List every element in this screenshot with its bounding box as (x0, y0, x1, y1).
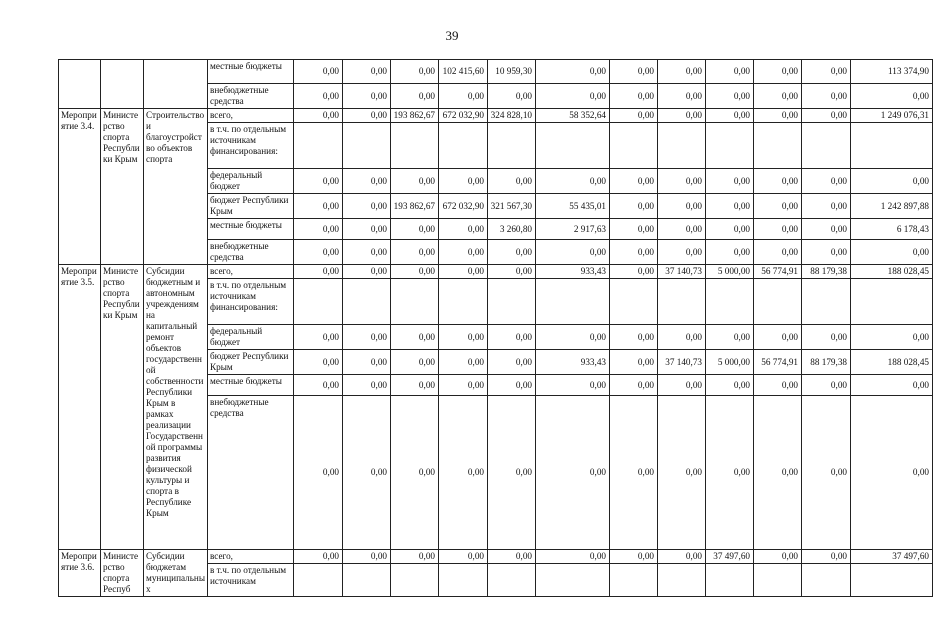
value-cell (343, 123, 391, 169)
measure-name: Мероприятие 3.6. (59, 550, 101, 597)
value-cell: 0,00 (536, 240, 610, 265)
value-cell: 0,00 (294, 265, 343, 279)
value-cell: 0,00 (391, 265, 439, 279)
value-cell: 0,00 (488, 396, 536, 550)
value-cell: 0,00 (294, 194, 343, 219)
value-cell (391, 279, 439, 325)
value-cell (439, 279, 488, 325)
value-cell: 0,00 (343, 375, 391, 396)
value-cell: 0,00 (802, 375, 851, 396)
value-cell: 1 242 897,88 (851, 194, 933, 219)
value-cell: 0,00 (343, 109, 391, 123)
value-cell: 0,00 (802, 109, 851, 123)
funding-table (58, 59, 933, 597)
value-cell: 0,00 (802, 240, 851, 265)
value-cell: 113 374,90 (851, 60, 933, 84)
value-cell: 0,00 (439, 265, 488, 279)
value-cell: 0,00 (802, 169, 851, 194)
value-cell (294, 564, 343, 597)
table-row (59, 109, 933, 123)
value-cell (851, 123, 933, 169)
value-cell: 0,00 (391, 60, 439, 84)
source-cell: федеральный бюджет (208, 169, 294, 194)
source-cell: внебюджетные средства (208, 396, 294, 550)
value-cell: 0,00 (343, 194, 391, 219)
value-cell: 0,00 (391, 350, 439, 375)
table-row (59, 265, 933, 279)
value-cell: 0,00 (488, 375, 536, 396)
value-cell: 0,00 (488, 84, 536, 109)
value-cell: 0,00 (802, 396, 851, 550)
value-cell: 0,00 (391, 219, 439, 240)
measure-name: Мероприятие 3.4. (59, 109, 101, 265)
value-cell: 0,00 (754, 396, 802, 550)
value-cell: 188 028,45 (851, 265, 933, 279)
value-cell: 0,00 (658, 325, 706, 350)
value-cell: 0,00 (706, 375, 754, 396)
measure-title: Субсидии бюджетам муниципальных (144, 550, 208, 597)
value-cell: 56 774,91 (754, 265, 802, 279)
value-cell: 0,00 (294, 350, 343, 375)
value-cell: 0,00 (343, 219, 391, 240)
value-cell: 0,00 (658, 194, 706, 219)
value-cell (610, 564, 658, 597)
value-cell: 0,00 (610, 375, 658, 396)
source-cell: бюджет Республики Крым (208, 194, 294, 219)
value-cell: 0,00 (343, 240, 391, 265)
source-cell: в т.ч. по отдельным источникам финансирования: (208, 279, 294, 325)
measure-name: Мероприятие 3.5. (59, 265, 101, 550)
value-cell: 0,00 (488, 240, 536, 265)
value-cell: 0,00 (658, 396, 706, 550)
value-cell (343, 564, 391, 597)
value-cell: 0,00 (439, 375, 488, 396)
value-cell: 0,00 (802, 219, 851, 240)
value-cell: 188 028,45 (851, 350, 933, 375)
value-cell: 0,00 (706, 396, 754, 550)
measure-title: Строительство и благоустройство объектов спорта (144, 109, 208, 265)
value-cell (802, 123, 851, 169)
value-cell: 0,00 (610, 550, 658, 564)
value-cell: 0,00 (294, 375, 343, 396)
value-cell: 0,00 (294, 550, 343, 564)
value-cell: 88 179,38 (802, 350, 851, 375)
value-cell (391, 123, 439, 169)
value-cell: 0,00 (754, 84, 802, 109)
value-cell: 0,00 (802, 550, 851, 564)
value-cell: 0,00 (610, 194, 658, 219)
value-cell: 0,00 (488, 325, 536, 350)
value-cell (706, 279, 754, 325)
value-cell: 6 178,43 (851, 219, 933, 240)
value-cell (754, 123, 802, 169)
value-cell: 0,00 (536, 325, 610, 350)
value-cell (488, 564, 536, 597)
value-cell: 0,00 (851, 396, 933, 550)
value-cell: 0,00 (754, 194, 802, 219)
value-cell: 0,00 (706, 194, 754, 219)
value-cell: 0,00 (610, 60, 658, 84)
value-cell (610, 279, 658, 325)
value-cell: 0,00 (851, 375, 933, 396)
value-cell: 0,00 (439, 169, 488, 194)
value-cell (610, 123, 658, 169)
value-cell: 0,00 (488, 265, 536, 279)
value-cell (391, 564, 439, 597)
value-cell: 0,00 (851, 169, 933, 194)
source-cell: местные бюджеты (208, 219, 294, 240)
value-cell: 0,00 (536, 169, 610, 194)
value-cell (488, 123, 536, 169)
source-cell: внебюджетные средства (208, 84, 294, 109)
value-cell: 0,00 (391, 84, 439, 109)
value-cell: 10 959,30 (488, 60, 536, 84)
value-cell: 0,00 (802, 325, 851, 350)
value-cell: 0,00 (294, 240, 343, 265)
value-cell: 37 497,60 (706, 550, 754, 564)
value-cell: 0,00 (754, 60, 802, 84)
value-cell: 0,00 (754, 219, 802, 240)
value-cell: 0,00 (610, 350, 658, 375)
value-cell (536, 279, 610, 325)
value-cell: 58 352,64 (536, 109, 610, 123)
value-cell: 0,00 (754, 109, 802, 123)
value-cell: 55 435,01 (536, 194, 610, 219)
value-cell: 0,00 (610, 265, 658, 279)
value-cell: 0,00 (802, 194, 851, 219)
executor: Министерство спорта Респуб (101, 550, 144, 597)
value-cell: 0,00 (754, 325, 802, 350)
value-cell: 0,00 (294, 60, 343, 84)
source-cell: в т.ч. по отдельным источникам (208, 564, 294, 597)
value-cell: 0,00 (391, 396, 439, 550)
source-cell: всего, (208, 550, 294, 564)
value-cell (536, 564, 610, 597)
value-cell: 0,00 (343, 265, 391, 279)
value-cell: 0,00 (439, 350, 488, 375)
value-cell: 102 415,60 (439, 60, 488, 84)
value-cell: 0,00 (851, 240, 933, 265)
value-cell: 0,00 (294, 325, 343, 350)
value-cell: 0,00 (658, 60, 706, 84)
value-cell: 0,00 (658, 240, 706, 265)
executor: Министерство спорта Республики Крым (101, 109, 144, 265)
value-cell: 0,00 (536, 60, 610, 84)
title-cell (144, 60, 208, 109)
value-cell: 0,00 (536, 396, 610, 550)
value-cell: 5 000,00 (706, 350, 754, 375)
value-cell: 0,00 (754, 240, 802, 265)
source-cell: местные бюджеты (208, 375, 294, 396)
value-cell: 0,00 (439, 219, 488, 240)
value-cell (658, 123, 706, 169)
value-cell (802, 279, 851, 325)
value-cell (802, 564, 851, 597)
value-cell: 672 032,90 (439, 109, 488, 123)
executor: Министерство спорта Республики Крым (101, 265, 144, 550)
value-cell: 0,00 (754, 550, 802, 564)
value-cell: 0,00 (294, 169, 343, 194)
value-cell: 0,00 (658, 375, 706, 396)
value-cell: 0,00 (754, 169, 802, 194)
value-cell: 0,00 (851, 325, 933, 350)
value-cell: 0,00 (802, 60, 851, 84)
value-cell (754, 279, 802, 325)
value-cell: 37 140,73 (658, 265, 706, 279)
value-cell: 0,00 (658, 550, 706, 564)
value-cell: 0,00 (610, 240, 658, 265)
value-cell: 0,00 (802, 84, 851, 109)
value-cell (706, 564, 754, 597)
value-cell: 0,00 (343, 325, 391, 350)
value-cell: 0,00 (706, 325, 754, 350)
value-cell (658, 279, 706, 325)
value-cell: 0,00 (439, 240, 488, 265)
value-cell (536, 123, 610, 169)
value-cell: 0,00 (706, 169, 754, 194)
value-cell: 0,00 (706, 219, 754, 240)
value-cell: 88 179,38 (802, 265, 851, 279)
table-row (59, 60, 933, 84)
value-cell (754, 564, 802, 597)
value-cell: 0,00 (536, 375, 610, 396)
value-cell: 0,00 (439, 84, 488, 109)
value-cell: 0,00 (488, 550, 536, 564)
value-cell: 1 249 076,31 (851, 109, 933, 123)
value-cell: 0,00 (488, 350, 536, 375)
value-cell: 0,00 (488, 169, 536, 194)
value-cell: 324 828,10 (488, 109, 536, 123)
value-cell: 0,00 (658, 84, 706, 109)
value-cell: 0,00 (391, 550, 439, 564)
value-cell: 0,00 (706, 240, 754, 265)
value-cell: 0,00 (706, 109, 754, 123)
value-cell: 0,00 (294, 84, 343, 109)
page-number: 39 (445, 28, 459, 43)
source-cell: всего, (208, 109, 294, 123)
value-cell (294, 279, 343, 325)
value-cell (851, 279, 933, 325)
value-cell: 0,00 (610, 84, 658, 109)
value-cell: 0,00 (536, 84, 610, 109)
value-cell: 56 774,91 (754, 350, 802, 375)
value-cell (439, 564, 488, 597)
value-cell: 0,00 (658, 219, 706, 240)
value-cell (294, 123, 343, 169)
value-cell: 0,00 (294, 219, 343, 240)
value-cell: 0,00 (658, 109, 706, 123)
source-cell: всего, (208, 265, 294, 279)
value-cell: 0,00 (706, 84, 754, 109)
value-cell: 0,00 (391, 240, 439, 265)
value-cell: 933,43 (536, 265, 610, 279)
value-cell: 0,00 (343, 84, 391, 109)
value-cell: 0,00 (610, 325, 658, 350)
value-cell (851, 564, 933, 597)
source-cell: бюджет Республики Крым (208, 350, 294, 375)
value-cell: 0,00 (391, 325, 439, 350)
value-cell: 0,00 (610, 109, 658, 123)
value-cell: 0,00 (706, 60, 754, 84)
value-cell (439, 123, 488, 169)
value-cell (488, 279, 536, 325)
source-cell: в т.ч. по отдельным источникам финансирования: (208, 123, 294, 169)
value-cell: 0,00 (610, 169, 658, 194)
value-cell: 37 497,60 (851, 550, 933, 564)
value-cell: 0,00 (294, 396, 343, 550)
value-cell: 0,00 (439, 550, 488, 564)
value-cell: 193 862,67 (391, 109, 439, 123)
value-cell: 0,00 (851, 84, 933, 109)
executor-cell (101, 60, 144, 109)
value-cell: 193 862,67 (391, 194, 439, 219)
table-row (59, 550, 933, 564)
value-cell: 0,00 (610, 396, 658, 550)
value-cell: 0,00 (536, 550, 610, 564)
value-cell: 0,00 (343, 350, 391, 375)
value-cell: 0,00 (343, 60, 391, 84)
value-cell: 3 260,80 (488, 219, 536, 240)
value-cell: 0,00 (343, 396, 391, 550)
value-cell: 0,00 (658, 169, 706, 194)
value-cell: 5 000,00 (706, 265, 754, 279)
value-cell (343, 279, 391, 325)
value-cell: 321 567,30 (488, 194, 536, 219)
value-cell: 0,00 (391, 169, 439, 194)
value-cell: 0,00 (343, 550, 391, 564)
value-cell: 0,00 (439, 325, 488, 350)
source-cell: местные бюджеты (208, 60, 294, 84)
source-cell: внебюджетные средства (208, 240, 294, 265)
value-cell: 933,43 (536, 350, 610, 375)
value-cell: 0,00 (391, 375, 439, 396)
value-cell: 0,00 (439, 396, 488, 550)
value-cell: 0,00 (754, 375, 802, 396)
measure-title: Субсидии бюджетным и автономным учреждениям на капитальный ремонт объектов государственной собственности Республики Крым в рамках реализации Государственной программы развития физической культуры и спорта в Республике Крым (144, 265, 208, 550)
measure-cell (59, 60, 101, 109)
value-cell: 672 032,90 (439, 194, 488, 219)
value-cell: 0,00 (610, 219, 658, 240)
value-cell: 2 917,63 (536, 219, 610, 240)
source-cell: федеральный бюджет (208, 325, 294, 350)
value-cell (658, 564, 706, 597)
value-cell: 37 140,73 (658, 350, 706, 375)
value-cell: 0,00 (343, 169, 391, 194)
value-cell (706, 123, 754, 169)
value-cell: 0,00 (294, 109, 343, 123)
